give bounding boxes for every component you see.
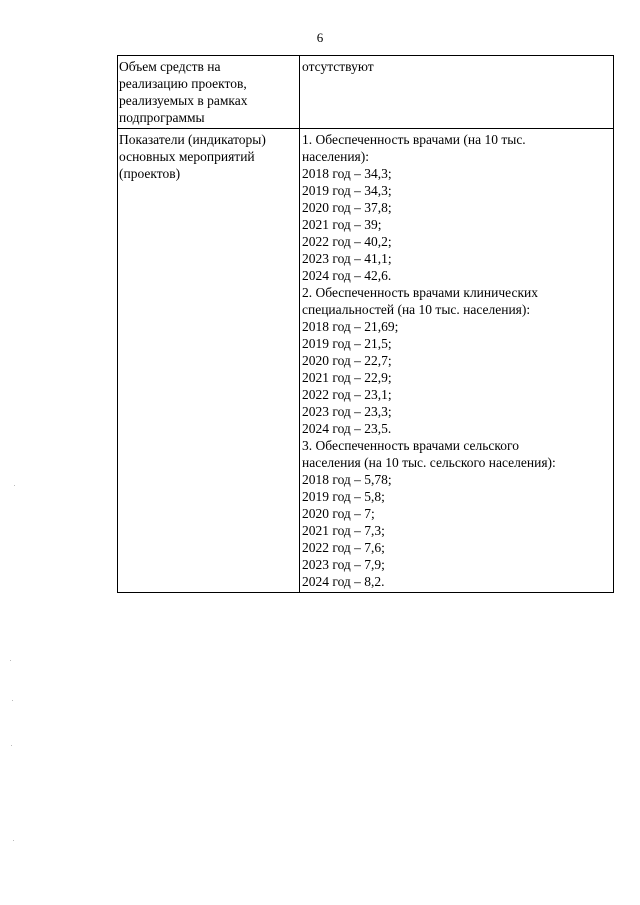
- passport-table: [117, 55, 614, 593]
- indicator-line: 1. Обеспеченность врачами (на 10 тыс.: [302, 132, 526, 147]
- indicator-line: 2022 год – 7,6;: [302, 540, 385, 555]
- indicator-line: 2019 год – 34,3;: [302, 183, 392, 198]
- indicator-line: 3. Обеспеченность врачами сельского: [302, 438, 519, 453]
- indicator-line: специальностей (на 10 тыс. населения):: [302, 302, 531, 317]
- indicator-line: 2021 год – 22,9;: [302, 370, 392, 385]
- indicator-line: 2018 год – 34,3;: [302, 166, 392, 181]
- scan-speck: [12, 700, 13, 701]
- indicator-line: 2020 год – 37,8;: [302, 200, 392, 215]
- indicators-label-cell: [118, 129, 300, 593]
- indicators-value-cell: [300, 129, 614, 593]
- indicators-label-line: основных мероприятий: [119, 149, 255, 164]
- indicator-line: 2020 год – 7;: [302, 506, 375, 521]
- funding-value: отсутствуют: [302, 59, 374, 74]
- indicator-line: 2024 год – 42,6.: [302, 268, 392, 283]
- indicator-line: 2023 год – 23,3;: [302, 404, 392, 419]
- scan-speck: [13, 840, 14, 841]
- funding-label-line: подпрограммы: [119, 110, 205, 125]
- indicator-line: 2021 год – 7,3;: [302, 523, 385, 538]
- indicator-line: 2018 год – 5,78;: [302, 472, 392, 487]
- indicator-line: 2019 год – 5,8;: [302, 489, 385, 504]
- indicator-line: 2024 год – 23,5.: [302, 421, 392, 436]
- funding-label-line: Объем средств на: [119, 59, 221, 74]
- indicators-label-line: (проектов): [119, 166, 181, 181]
- indicator-line: 2022 год – 23,1;: [302, 387, 392, 402]
- table-row-funding: [118, 56, 614, 129]
- indicator-line: 2022 год – 40,2;: [302, 234, 392, 249]
- scan-speck: [14, 485, 15, 486]
- indicator-line: 2021 год – 39;: [302, 217, 382, 232]
- page-number: 6: [316, 30, 324, 45]
- indicator-line: 2023 год – 7,9;: [302, 557, 385, 572]
- funding-label-line: реализуемых в рамках: [119, 93, 248, 108]
- indicator-line: 2018 год – 21,69;: [302, 319, 399, 334]
- indicator-line: 2020 год – 22,7;: [302, 353, 392, 368]
- indicators-label-line: Показатели (индикаторы): [119, 132, 266, 147]
- indicator-line: 2023 год – 41,1;: [302, 251, 392, 266]
- indicator-line: населения (на 10 тыс. сельского населения):: [302, 455, 556, 470]
- scan-speck: [11, 745, 12, 746]
- funding-label-line: реализацию проектов,: [119, 76, 247, 91]
- indicator-line: 2019 год – 21,5;: [302, 336, 392, 351]
- indicator-line: 2. Обеспеченность врачами клинических: [302, 285, 538, 300]
- scan-speck: [10, 660, 11, 661]
- indicator-line: населения):: [302, 149, 369, 164]
- funding-label-cell: [118, 56, 300, 129]
- funding-value-cell: [300, 56, 614, 129]
- table-row-indicators: [118, 129, 614, 593]
- indicator-line: 2024 год – 8,2.: [302, 574, 385, 589]
